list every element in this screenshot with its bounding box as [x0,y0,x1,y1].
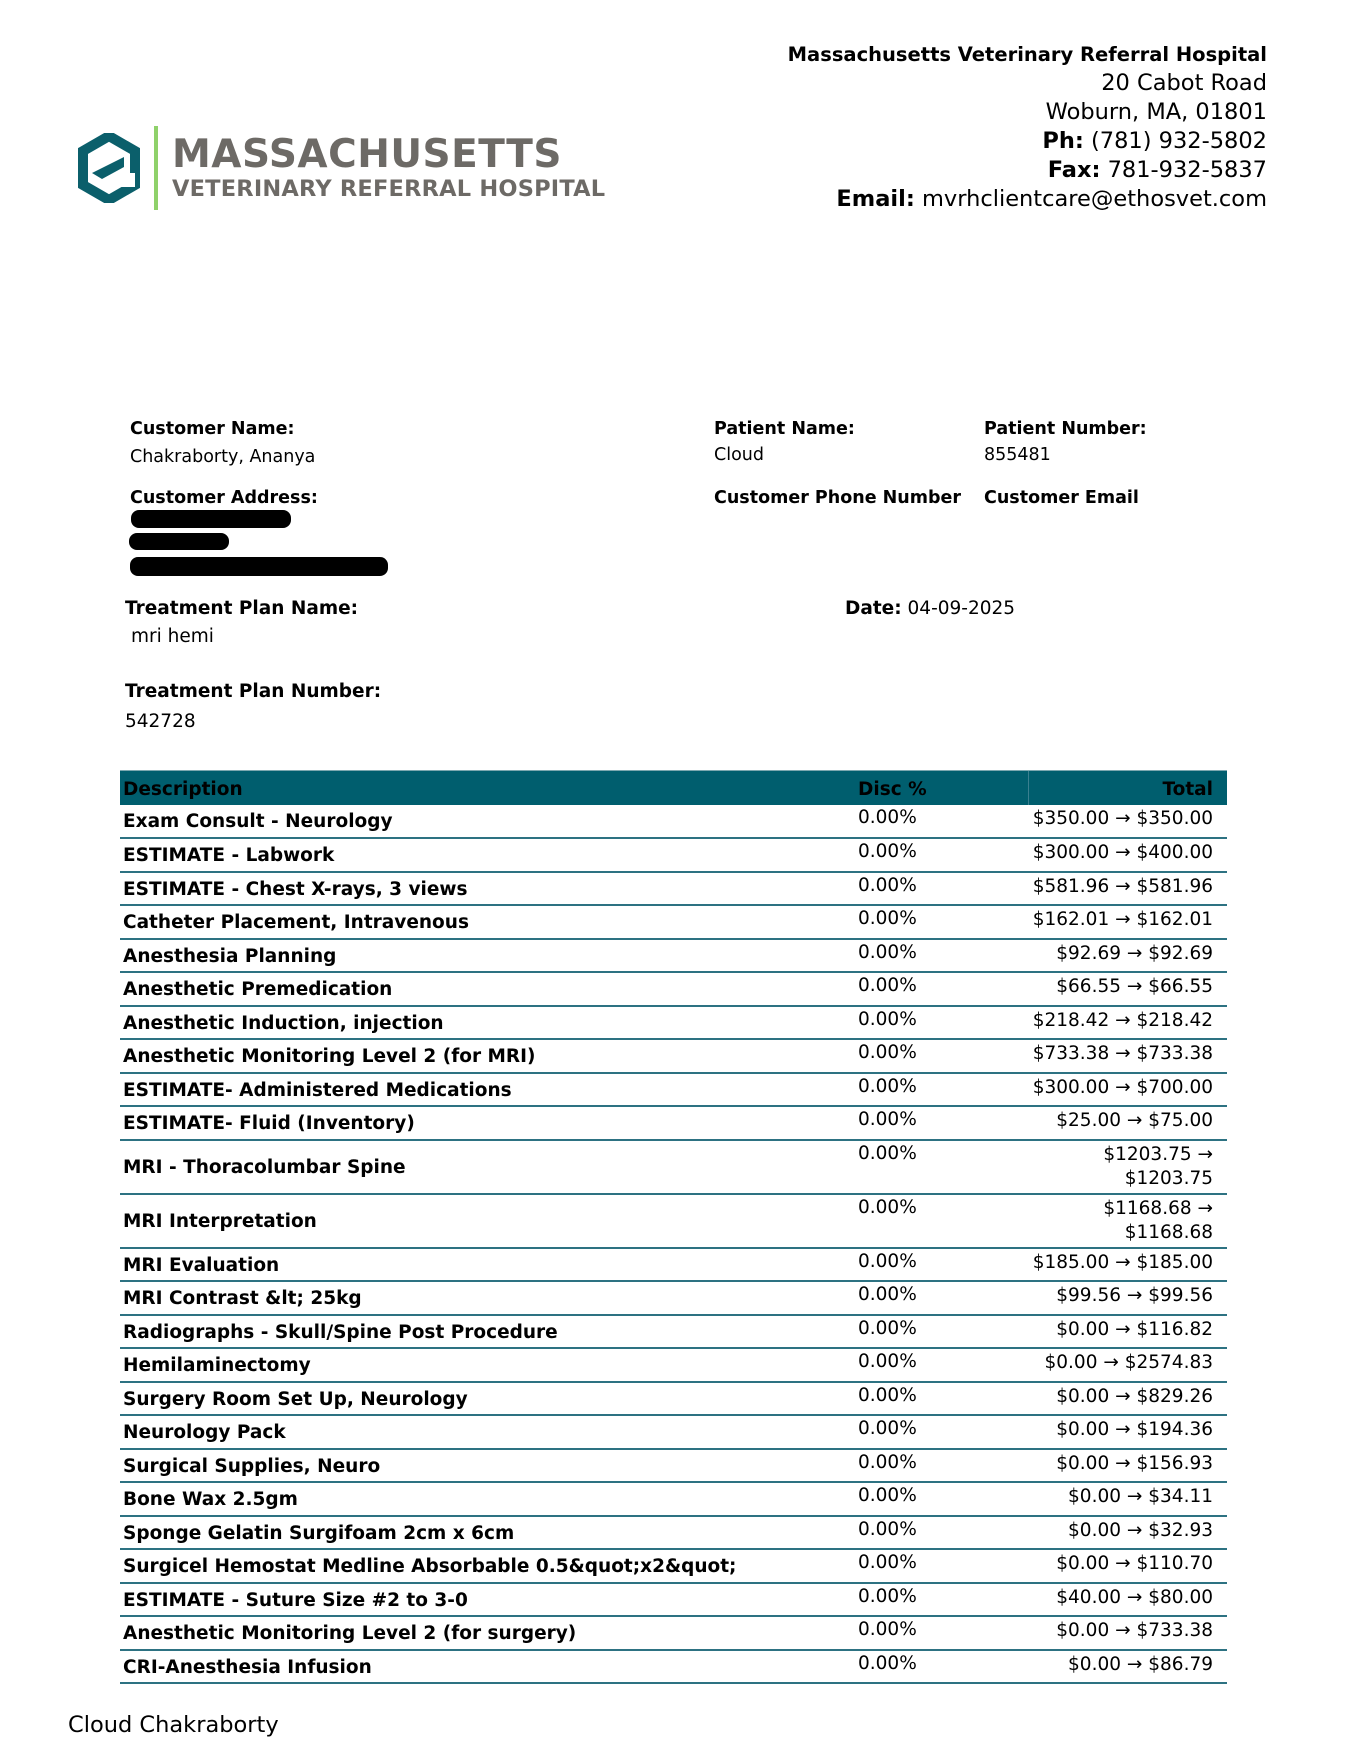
item-discount-cell [855,1039,1028,1073]
item-total: $0.00 → $194.36 [1056,1419,1213,1440]
item-total: $66.55 → $66.55 [1056,976,1213,997]
item-total: $0.00 → $86.79 [1068,1653,1213,1675]
item-description: Surgical Supplies, Neuro [123,1455,381,1477]
item-total-cell [1028,1616,1227,1650]
table-row [120,1006,1227,1040]
item-discount-cell [855,1140,1028,1194]
table-row [120,1039,1227,1073]
item-discount: 0.00% [858,1485,917,1506]
item-description-cell [120,1415,855,1449]
table-header-row [120,771,1227,805]
item-discount-cell [855,1194,1028,1248]
item-discount: 0.00% [858,874,917,896]
logo-wordmark [172,132,606,203]
item-discount-cell [855,939,1028,973]
item-discount: 0.00% [858,806,917,828]
item-total-cell [1028,1650,1227,1684]
item-discount: 0.00% [858,1451,917,1473]
item-description: ESTIMATE - Chest X-rays, 3 views [123,878,468,900]
item-description: Catheter Placement, Intravenous [123,912,469,934]
table-row [120,1315,1227,1349]
table-row [120,1616,1227,1650]
item-description-cell [120,1650,855,1684]
item-total: $581.96 → $581.96 [1032,875,1213,897]
plan-number-label: Treatment Plan Number: [125,681,382,702]
item-discount-cell [855,1583,1028,1617]
item-discount: 0.00% [858,1075,917,1097]
item-total-cell [1028,905,1227,939]
item-description-cell [120,1039,855,1073]
item-total-cell [1028,972,1227,1006]
customer-phone-label: Customer Phone Number [714,488,962,508]
item-description-cell [120,838,855,872]
table-row [120,1248,1227,1282]
table-row [120,1549,1227,1583]
table-row [120,1650,1227,1684]
item-description-cell [120,1583,855,1617]
item-discount-cell [855,1348,1028,1382]
item-total: $0.00 → $110.70 [1056,1553,1213,1574]
item-discount-cell [855,1281,1028,1315]
hospital-phone: (781) 932-5802 [1091,128,1267,154]
item-discount-cell [855,1248,1028,1282]
item-description: Exam Consult - Neurology [123,811,393,833]
table-row [120,1516,1227,1550]
item-discount-cell [855,838,1028,872]
item-description-cell [120,1482,855,1516]
item-total: $185.00 → $185.00 [1032,1251,1213,1273]
item-discount: 0.00% [858,1008,917,1030]
item-description-cell [120,905,855,939]
item-total: $218.42 → $218.42 [1032,1009,1213,1031]
table-row [120,939,1227,973]
hospital-address-line-1: 20 Cabot Road [1101,70,1267,96]
item-discount-cell [855,1315,1028,1349]
item-discount-cell [855,872,1028,906]
hospital-name: Massachusetts Veterinary Referral Hospital [787,43,1267,66]
column-header-description: Description [120,771,855,805]
item-discount-cell [855,1073,1028,1107]
hospital-fax: 781-932-5837 [1107,157,1267,183]
table-row [120,1415,1227,1449]
item-total-cell [1028,1248,1227,1282]
item-discount: 0.00% [858,1109,917,1130]
item-discount: 0.00% [858,1652,917,1674]
item-description: Surgery Room Set Up, Neurology [123,1388,468,1410]
table-row [120,1482,1227,1516]
item-discount-cell [855,1650,1028,1684]
table-row [120,1382,1227,1416]
item-description: Sponge Gelatin Surgifoam 2cm x 6cm [123,1522,515,1544]
hospital-phone-label: Ph: [1042,128,1084,154]
item-discount-cell [855,1516,1028,1550]
item-total-cell [1028,805,1227,839]
table-row [120,905,1227,939]
item-total-cell [1028,1106,1227,1140]
item-total: $1203.75 → $1203.75 [1103,1143,1213,1189]
item-description: ESTIMATE- Administered Medications [123,1079,512,1101]
patient-name: Cloud [714,445,764,465]
item-total-cell [1028,872,1227,906]
customer-address-label: Customer Address: [130,488,318,508]
item-description: Anesthetic Induction, injection [123,1012,444,1034]
item-discount: 0.00% [858,1585,917,1607]
line-items-table [120,770,1227,1684]
hospital-email-row [788,185,1267,214]
logo-line-2: VETERINARY REFERRAL HOSPITAL [172,176,606,203]
item-total-cell [1028,1583,1227,1617]
item-discount-cell [855,1382,1028,1416]
item-discount: 0.00% [858,1351,917,1372]
table-row [120,972,1227,1006]
item-description-cell [120,1315,855,1349]
item-discount: 0.00% [858,1518,917,1540]
item-description: ESTIMATE - Suture Size #2 to 3-0 [123,1589,468,1611]
item-description: Anesthetic Monitoring Level 2 (for surgery) [123,1623,577,1645]
item-total-cell [1028,1039,1227,1073]
item-total: $0.00 → $34.11 [1068,1486,1213,1507]
hospital-email: mvrhclientcare@ethosvet.com [921,186,1267,212]
item-description: CRI-Anesthesia Infusion [123,1656,372,1678]
item-description-cell [120,1348,855,1382]
column-header-total: Total [1028,771,1227,805]
item-description-cell [120,805,855,839]
item-total: $0.00 → $32.93 [1068,1519,1213,1541]
footer-patient-owner: Cloud Chakraborty [68,1712,279,1738]
item-total-cell [1028,1482,1227,1516]
item-total: $99.56 → $99.56 [1056,1285,1213,1306]
item-total: $0.00 → $2574.83 [1044,1352,1213,1373]
item-total-cell [1028,1415,1227,1449]
plan-name-label: Treatment Plan Name: [125,598,359,619]
table-row [120,1348,1227,1382]
redaction-bar [131,510,291,528]
item-discount-cell [855,805,1028,839]
hexagon-e-logo-icon [78,133,140,203]
item-discount: 0.00% [858,1552,917,1573]
item-discount-cell [855,905,1028,939]
hospital-address-line-2: Woburn, MA, 01801 [1045,99,1267,125]
item-description-cell [120,1194,855,1248]
table-row [120,1073,1227,1107]
hospital-email-label: Email: [836,186,915,212]
item-description: MRI Contrast &lt; 25kg [123,1288,362,1310]
item-discount: 0.00% [858,1418,917,1439]
item-description-cell [120,1516,855,1550]
item-description-cell [120,939,855,973]
item-description: Surgicel Hemostat Medline Absorbable 0.5&quot;x2&quot; [123,1556,737,1578]
item-description-cell [120,1248,855,1282]
item-total-cell [1028,1073,1227,1107]
item-description-cell [120,872,855,906]
item-discount: 0.00% [858,1142,917,1164]
item-description: ESTIMATE - Labwork [123,845,335,867]
item-total-cell [1028,1281,1227,1315]
item-description-cell [120,1449,855,1483]
table-row [120,1194,1227,1248]
item-discount-cell [855,972,1028,1006]
hospital-phone-row [788,127,1267,156]
hospital-logo [78,124,605,212]
item-description-cell [120,972,855,1006]
item-total-cell [1028,838,1227,872]
item-total-cell [1028,1194,1227,1248]
item-discount: 0.00% [858,1042,917,1063]
item-total: $40.00 → $80.00 [1056,1586,1213,1608]
item-discount: 0.00% [858,975,917,996]
item-discount: 0.00% [858,1384,917,1406]
item-discount: 0.00% [858,1619,917,1640]
item-description: Anesthesia Planning [123,945,337,967]
item-description-cell [120,1006,855,1040]
item-description: Radiographs - Skull/Spine Post Procedure [123,1321,558,1343]
item-total-cell [1028,1315,1227,1349]
logo-divider [154,126,158,210]
plan-date: 04-09-2025 [907,598,1016,619]
item-discount-cell [855,1415,1028,1449]
redaction-bar [129,533,229,550]
item-discount-cell [855,1106,1028,1140]
item-total: $0.00 → $829.26 [1056,1385,1213,1407]
table-row [120,1449,1227,1483]
item-total: $350.00 → $350.00 [1032,807,1213,829]
item-total-cell [1028,1006,1227,1040]
item-discount: 0.00% [858,1284,917,1305]
item-total: $25.00 → $75.00 [1056,1110,1213,1131]
patient-number: 855481 [984,445,1051,465]
table-row [120,805,1227,839]
item-total-cell [1028,939,1227,973]
item-discount: 0.00% [858,1196,917,1218]
customer-name: Chakraborty, Ananya [130,447,316,467]
item-discount: 0.00% [858,908,917,929]
table-row [120,1106,1227,1140]
redaction-bar [130,557,388,576]
hospital-fax-row [788,156,1267,185]
item-total: $0.00 → $156.93 [1056,1452,1213,1474]
item-total-cell [1028,1449,1227,1483]
item-description-cell [120,1382,855,1416]
logo-line-1: MASSACHUSETTS [172,132,562,178]
item-description-cell [120,1549,855,1583]
item-description-cell [120,1281,855,1315]
item-total: $92.69 → $92.69 [1056,942,1213,964]
plan-name: mri hemi [131,626,214,647]
item-description-cell [120,1140,855,1194]
item-description-cell [120,1106,855,1140]
item-discount: 0.00% [858,941,917,963]
item-total: $300.00 → $700.00 [1032,1076,1213,1098]
item-discount: 0.00% [858,1250,917,1272]
hospital-contact-block [788,40,1267,214]
table-row [120,1140,1227,1194]
item-description: ESTIMATE- Fluid (Inventory) [123,1113,415,1135]
item-discount-cell [855,1449,1028,1483]
item-description: MRI Evaluation [123,1254,280,1276]
patient-number-label: Patient Number: [984,419,1147,439]
item-discount: 0.00% [858,841,917,862]
item-description: MRI - Thoracolumbar Spine [123,1157,406,1178]
table-row [120,838,1227,872]
item-discount-cell [855,1616,1028,1650]
item-description: MRI Interpretation [123,1211,317,1232]
item-description: Bone Wax 2.5gm [123,1489,298,1511]
plan-number: 542728 [125,711,196,732]
item-description: Anesthetic Premedication [123,979,393,1001]
item-total-cell [1028,1382,1227,1416]
column-header-discount: Disc % [855,771,1028,805]
item-total-cell [1028,1140,1227,1194]
item-total: $0.00 → $116.82 [1056,1318,1213,1340]
item-discount-cell [855,1006,1028,1040]
item-total: $162.01 → $162.01 [1032,909,1213,930]
item-description: Anesthetic Monitoring Level 2 (for MRI) [123,1046,536,1068]
item-discount-cell [855,1549,1028,1583]
item-discount-cell [855,1482,1028,1516]
table-row [120,1281,1227,1315]
customer-email-label: Customer Email [984,488,1139,508]
item-total: $733.38 → $733.38 [1032,1043,1213,1064]
plan-date-label: Date: [845,598,902,619]
table-row [120,872,1227,906]
item-description: Neurology Pack [123,1422,286,1444]
item-total-cell [1028,1348,1227,1382]
item-total-cell [1028,1549,1227,1583]
customer-name-label: Customer Name: [130,419,295,439]
item-description-cell [120,1616,855,1650]
item-total: $300.00 → $400.00 [1032,842,1213,863]
item-total: $1168.68 → $1168.68 [1103,1197,1213,1243]
item-discount: 0.00% [858,1317,917,1339]
hospital-fax-label: Fax: [1047,157,1101,183]
item-total-cell [1028,1516,1227,1550]
table-row [120,1583,1227,1617]
plan-date-row [845,598,1015,619]
patient-name-label: Patient Name: [714,419,855,439]
item-description: Hemilaminectomy [123,1355,311,1377]
item-total: $0.00 → $733.38 [1056,1620,1213,1641]
item-description-cell [120,1073,855,1107]
